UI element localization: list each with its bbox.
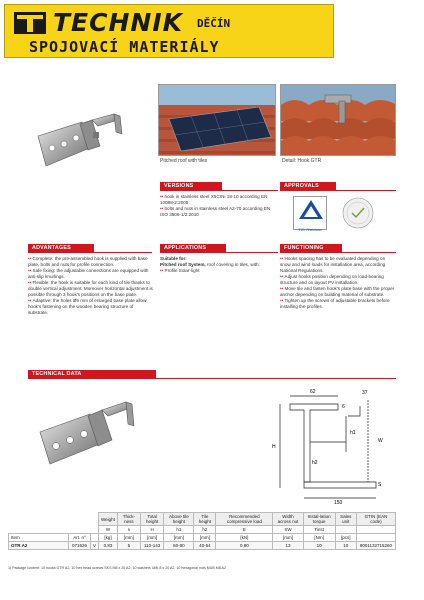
brand-city-text: DĚČÍN (197, 17, 231, 30)
advantages-item: •• Complete: the pre-assembled hook is supplied with base plate, bolts and nuts for profile connection. (28, 256, 148, 267)
dim-150: 150 (334, 500, 343, 506)
approved-seal-icon (336, 196, 380, 230)
photo-hook-detail (280, 84, 396, 156)
functioning-list (280, 256, 396, 310)
versions-item: •• bolts and nuts in stainless steel A2-70 according EN ISO 3506-1/2:2010 (160, 206, 271, 217)
functioning-item: •• Adjust hooks position depending on load-bearing structure and on layout PV installation. (280, 274, 384, 285)
approvals-title: APPROVALS (280, 182, 336, 190)
functioning-rule (280, 252, 396, 253)
table-cell: 40-54 (194, 542, 216, 550)
advantages-title: ADVANTAGES (28, 244, 94, 252)
table-symbol: s (117, 526, 140, 534)
table-footnote: 1) Package content: 10 hooks GTR A2, 10 hex head screws SKS M8 x 20 A2, 10 washers UMI 8 x 20 A2, 10 hexagonal nuts MUB M8 A2 (8, 566, 226, 570)
table-symbol: E (216, 526, 273, 534)
table-symbol: Tinst (303, 526, 335, 534)
photo-left-caption: Pitched roof with tiles (160, 158, 208, 164)
photo-right-caption: Detail: Hook GTR (282, 158, 322, 164)
technical-drawing (250, 382, 396, 506)
table-unit: [pcs] (335, 534, 356, 542)
table-symbol: SW (273, 526, 303, 534)
table-cell: 60-80 (164, 542, 194, 550)
dim-H: H (272, 444, 276, 450)
functioning-item: •• Tighten up the screws of adjustable brackets before installing the profiles. (280, 298, 390, 309)
table-header: Instal-lation torque (303, 513, 335, 526)
applications-title: APPLICATIONS (160, 244, 226, 252)
table-unit (356, 534, 395, 542)
table-symbol-row (9, 526, 396, 534)
technical-title: TECHNICAL DATA (28, 370, 156, 378)
table-unit: [kg] (99, 534, 118, 542)
dim-37: 37 (362, 390, 368, 396)
table-corner (91, 513, 99, 526)
table-header: Recommended compressive load (216, 513, 273, 526)
versions-list (160, 194, 278, 218)
table-symbol: W (99, 526, 118, 534)
table-cell: 10 (335, 542, 356, 550)
table-unit: [mm] (273, 534, 303, 542)
dim-62: 62 (310, 389, 316, 395)
table-cell-art: 071526 (69, 542, 91, 550)
applications-item: •• Profile Solar-light (160, 268, 200, 273)
table-header-row (9, 513, 396, 526)
photo-pitched-roof (158, 84, 276, 156)
versions-title: VERSIONS (160, 182, 222, 190)
advantages-list (28, 256, 154, 316)
table-unit-row (9, 534, 396, 542)
table-corner (69, 513, 91, 526)
table-symbol: h1 (164, 526, 194, 534)
product-hook-image (30, 108, 125, 180)
table-unit: [mm] (194, 534, 216, 542)
tuv-badge (293, 196, 327, 230)
table-cell: 110-143 (140, 542, 164, 550)
approved-product-badge (336, 196, 380, 230)
functioning-item: •• Hooks spacing has to be evaluated depending on snow and wind loads for installation area, according National Regulations. (280, 256, 386, 273)
table-cell-item: GTR A2 (9, 542, 69, 550)
dim-h2: h2 (312, 460, 318, 466)
table-cell: 13 (273, 542, 303, 550)
table-unit: [mm] (164, 534, 194, 542)
table-symbol: h2 (194, 526, 216, 534)
table-header: GTIN (EAN code) (356, 513, 395, 526)
technical-rule (28, 378, 396, 379)
advantages-item: •• Safe fixing: the adjustable connections are equipped with anti-slip knurlings. (28, 268, 149, 279)
tuv-badge-label: TÜV Rheinland (298, 228, 322, 232)
table-symbol (335, 526, 356, 534)
table-row-head-art: Art. n° (69, 534, 91, 542)
dim-W: W (378, 438, 383, 444)
dim-6: 6 (342, 404, 345, 410)
brand-bottom-text: SPOJOVACÍ MATERIÁLY (29, 38, 220, 56)
table-unit: [kN] (216, 534, 273, 542)
applications-suitable: Suitable for: (160, 256, 187, 261)
table-header: Total height (140, 513, 164, 526)
table-symbol (356, 526, 395, 534)
technical-hook-image (30, 392, 140, 480)
table-symbol: H (140, 526, 164, 534)
advantages-rule (28, 252, 152, 253)
applications-rule (160, 252, 278, 253)
table-header: Width across nut (273, 513, 303, 526)
advantages-item: •• Adaptive: the holes Ø9 mm of enlarged base plate allow hook's fastening on the wooden bearing structure of substrate. (28, 298, 147, 315)
dim-h1: h1 (350, 430, 356, 436)
versions-item: •• hook in stainless steel X5CrNi 18-10 according EN 10088-2:2005 (160, 194, 268, 205)
table-cell: 8001132715260 (356, 542, 395, 550)
brand-logo (4, 4, 334, 58)
table-row (9, 542, 396, 550)
applications-system: Pitched roof System, roof covering in tiles, with: (160, 262, 260, 267)
versions-rule (160, 190, 278, 191)
table-cell: 10 (303, 542, 335, 550)
table-unit: [Nm] (303, 534, 335, 542)
table-header: Sales unit (335, 513, 356, 526)
table-header: Weight (99, 513, 118, 526)
table-cell: 0,83 (99, 542, 118, 550)
dim-S: S (378, 482, 382, 488)
brand-top-text: TECHNIK (53, 8, 183, 37)
table-header: Thick-ness (117, 513, 140, 526)
technical-table (8, 512, 396, 550)
table-row-head-item: Item (9, 534, 69, 542)
table-header: Tile height (194, 513, 216, 526)
table-corner (9, 513, 69, 526)
applications-body (160, 256, 276, 274)
approvals-rule (280, 190, 396, 191)
advantages-item: •• Flexible: the hook is suitable for each kind of tile thanks to double vertical adjustment. Moreover horizontal adjustment is possible through 3 hook's positions on the base plate. (28, 280, 153, 297)
tuv-triangle-icon (294, 197, 328, 223)
table-unit: [mm] (117, 534, 140, 542)
table-cell: 0,80 (216, 542, 273, 550)
table-cell-flag: V (91, 542, 99, 550)
table-unit: [mm] (140, 534, 164, 542)
table-cell: 5 (117, 542, 140, 550)
logo-mark-icon (13, 11, 47, 35)
table-header: Above tile height (164, 513, 194, 526)
functioning-item: •• Move tile and fasten hook's plate base with the proper anchor depending on building material of substrate. (280, 286, 395, 297)
functioning-title: FUNCTIONING (280, 244, 342, 252)
